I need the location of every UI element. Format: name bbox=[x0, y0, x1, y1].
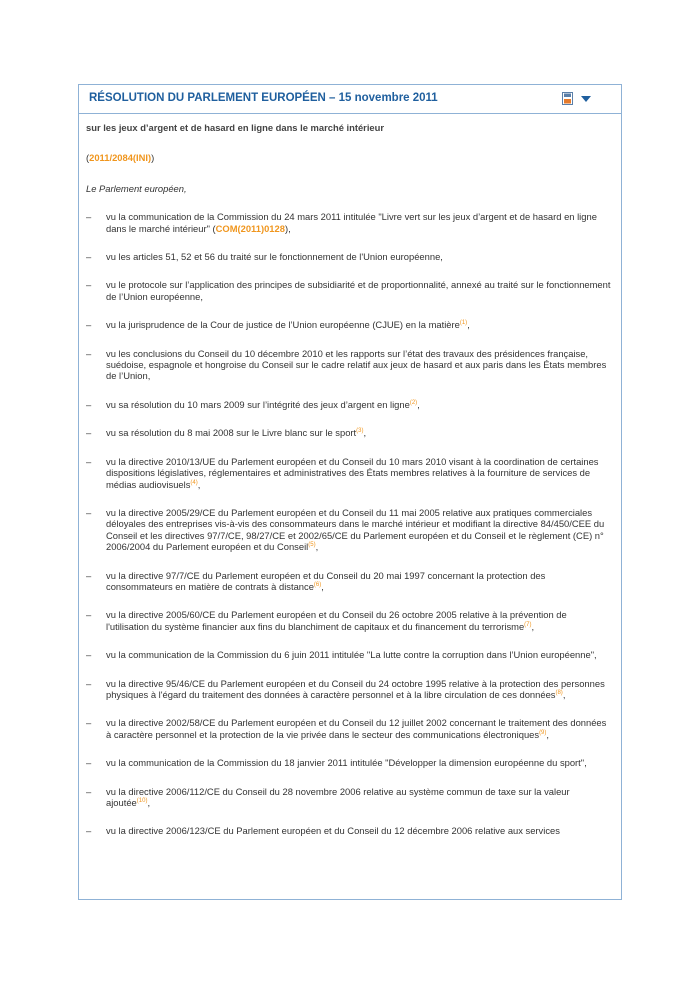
citation-text-end: , bbox=[147, 797, 151, 808]
citation-text-end: , bbox=[315, 541, 319, 553]
citation-item bbox=[86, 507, 611, 553]
citation-item bbox=[86, 609, 611, 632]
citation-item bbox=[86, 319, 611, 330]
page-title: RÉSOLUTION DU PARLEMENT EUROPÉEN – 15 novembre 2011 bbox=[89, 92, 438, 104]
procedure-link[interactable]: 2011/2084(INI) bbox=[89, 152, 152, 164]
citation-text-end: , bbox=[321, 580, 324, 592]
citation-item bbox=[86, 427, 611, 438]
citation-item bbox=[86, 456, 611, 490]
footnote-link[interactable]: (1) bbox=[459, 320, 468, 327]
citation-item bbox=[86, 678, 611, 701]
citation-text-end: , bbox=[546, 728, 550, 740]
citation-text-end: , bbox=[562, 688, 566, 700]
citation-item bbox=[86, 757, 611, 768]
citation-text-end: , bbox=[467, 319, 470, 331]
citation-list bbox=[86, 211, 611, 837]
citation-text: vu la directive 2006/112/CE du Conseil du 28 novembre 2006 relative au système commun de taxe sur la valeur ajoutée bbox=[106, 785, 570, 808]
citation-text-end: , bbox=[363, 427, 367, 439]
citation-dash: – bbox=[86, 319, 92, 331]
citation-text: vu la communication de la Commission du 6 juin 2011 intitulée "La lutte contre la corruption dans l’Union européenne", bbox=[106, 649, 597, 661]
citation-dash: – bbox=[86, 677, 92, 689]
citation-text: vu la directive 2005/29/CE du Parlement européen et du Conseil du 11 mai 2005 relative aux pratiques commerciales déloyales des entreprises vis-à-vis des consommateurs dans le marché intérieur et modifiant la directive 84/450/CEE du Conseil et les directives 97/7/CE, 98/27/CE et 2002/65/CE du Parlement européen et du Conseil et le règlement (CE) n° 2006/2004 du Parlement européen et du Conseil bbox=[106, 506, 605, 553]
citation-dash: – bbox=[86, 347, 92, 359]
intro-text: Le Parlement européen, bbox=[86, 182, 187, 194]
dropdown-arrow-icon[interactable] bbox=[581, 96, 591, 102]
citation-dash: – bbox=[86, 825, 92, 837]
citation-text: vu la directive 2010/13/UE du Parlement européen et du Conseil du 10 mars 2010 visant à la coordination de certaines dispositions législatives, réglementaires et administratives des États membres relatives à la fourniture de services de médias audiovisuels bbox=[106, 455, 599, 490]
citation-dash: – bbox=[86, 455, 92, 467]
citation-text: vu sa résolution du 8 mai 2008 sur le Livre blanc sur le sport bbox=[106, 427, 357, 439]
footnote-link[interactable]: (9) bbox=[539, 729, 547, 736]
citation-item bbox=[86, 786, 611, 809]
citation-item bbox=[86, 717, 611, 740]
procedure-reference bbox=[86, 152, 611, 163]
citation-item bbox=[86, 570, 611, 593]
citation-item bbox=[86, 279, 611, 302]
citation-dash: – bbox=[86, 569, 92, 581]
citation-text: vu la jurisprudence de la Cour de justice de l’Union européenne (CJUE) en la matière bbox=[106, 319, 460, 331]
footnote-link[interactable]: (2) bbox=[409, 399, 418, 406]
citation-item bbox=[86, 399, 611, 410]
document-body bbox=[79, 114, 621, 837]
citation-dash: – bbox=[86, 251, 92, 263]
citation-text: vu la directive 97/7/CE du Parlement européen et du Conseil du 20 mai 1997 concernant la protection des consommateurs en matière de contrats à distance bbox=[106, 569, 546, 592]
footnote-link[interactable]: (6) bbox=[313, 581, 322, 588]
citation-text: vu la directive 95/46/CE du Parlement européen et du Conseil du 24 octobre 1995 relative à la protection des personnes physiques à l'égard du traitement des données à caractère personnel et à la libre circulation de ces données bbox=[106, 677, 605, 700]
citation-dash: – bbox=[86, 398, 92, 410]
citation-text: vu la directive 2005/60/CE du Parlement européen et du Conseil du 26 octobre 2005 relative à la prévention de l'utilisation du système financier aux fins du blanchiment de capitaux et du financement du terrorisme bbox=[106, 609, 567, 632]
footnote-link[interactable]: (10) bbox=[136, 797, 148, 804]
citation-dash: – bbox=[86, 506, 92, 518]
citation-text-end: , bbox=[531, 620, 535, 632]
citation-text: vu la directive 2002/58/CE du Parlement européen et du Conseil du 12 juillet 2002 concernant le traitement des données à caractère personnel et la protection de la vie privée dans le secteur des communications électroniques bbox=[106, 717, 607, 740]
footnote-link[interactable]: (3) bbox=[356, 428, 364, 435]
subtitle: sur les jeux d’argent et de hasard en ligne dans le marché intérieur bbox=[86, 122, 385, 133]
resolution-panel bbox=[78, 84, 622, 900]
panel-header bbox=[79, 85, 621, 114]
citation-text: vu les conclusions du Conseil du 10 décembre 2010 et les rapports sur l’état des travaux des présidences française, suédoise, espagnole et hongroise du Conseil sur le cadre relatif aux jeux de hasard et aux paris dans les États membres de l’Union, bbox=[106, 347, 607, 382]
save-icon[interactable] bbox=[562, 92, 573, 105]
citation-dash: – bbox=[86, 211, 92, 223]
citation-item bbox=[86, 649, 611, 660]
citation-text-end: , bbox=[197, 478, 201, 490]
citation-item bbox=[86, 348, 611, 382]
procedure-open: ( bbox=[86, 152, 90, 164]
citation-dash: – bbox=[86, 717, 92, 729]
citation-text: vu le protocole sur l’application des principes de subsidiarité et de proportionnalité, annexé au traité sur le fonctionnement de l’Union européenne, bbox=[106, 279, 611, 302]
citation-dash: – bbox=[86, 609, 92, 621]
footnote-link[interactable]: (7) bbox=[524, 621, 532, 628]
citation-text-end: ), bbox=[284, 222, 291, 234]
citation-item bbox=[86, 825, 611, 836]
citation-text: vu la communication de la Commission du 18 janvier 2011 intitulée "Développer la dimension européenne du sport", bbox=[106, 757, 587, 769]
citation-dash: – bbox=[86, 785, 92, 797]
footnote-link[interactable]: (8) bbox=[555, 689, 563, 696]
footnote-link[interactable]: (4) bbox=[190, 479, 198, 486]
citation-item bbox=[86, 211, 611, 234]
citation-dash: – bbox=[86, 279, 92, 291]
citation-dash: – bbox=[86, 757, 92, 769]
citation-text: vu la directive 2006/123/CE du Parlement européen et du Conseil du 12 décembre 2006 relative aux services bbox=[106, 825, 560, 837]
citation-text: vu sa résolution du 10 mars 2009 sur l’intégrité des jeux d’argent en ligne bbox=[106, 398, 410, 410]
document-link[interactable]: COM(2011)0128 bbox=[215, 222, 285, 234]
citation-item bbox=[86, 251, 611, 262]
citation-text: vu les articles 51, 52 et 56 du traité sur le fonctionnement de l'Union européenne, bbox=[106, 251, 443, 263]
citation-text-end: , bbox=[417, 398, 420, 410]
citation-dash: – bbox=[86, 649, 92, 661]
citation-text: vu la communication de la Commission du 24 mars 2011 intitulée "Livre vert sur les jeux d’argent et de hasard en ligne dans le marché intérieur" ( bbox=[106, 211, 597, 234]
procedure-close: ) bbox=[151, 152, 155, 164]
footnote-link[interactable]: (5) bbox=[308, 542, 316, 548]
citation-dash: – bbox=[86, 427, 92, 439]
